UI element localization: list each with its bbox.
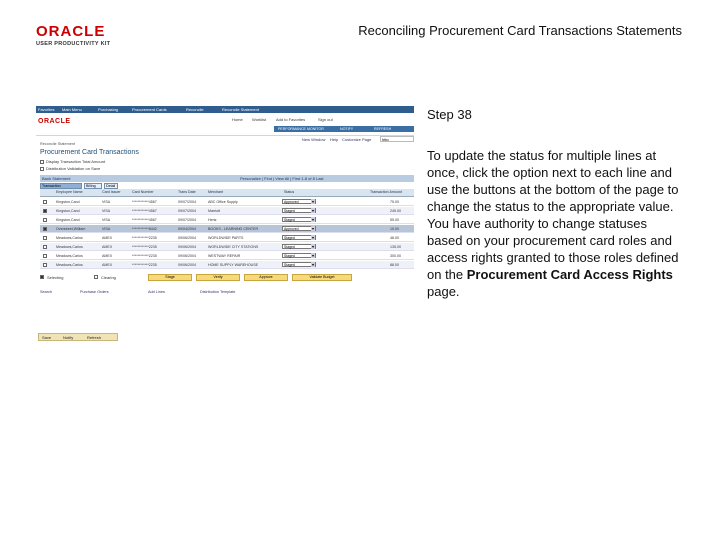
nav-item[interactable]: Favorites <box>38 107 55 112</box>
col-trans-date[interactable]: Trans Date <box>178 190 196 194</box>
notify-button[interactable]: Notify <box>63 335 74 340</box>
trans-date-cell: 09/04/2004 <box>178 227 196 231</box>
card-issuer-cell: AMEX <box>102 254 113 258</box>
row-select-checkbox[interactable] <box>43 263 47 267</box>
row-select-checkbox[interactable] <box>43 200 47 204</box>
merchant-cell: WORLDWIDE PARTS <box>208 236 244 240</box>
clear-all-checkbox[interactable] <box>94 275 98 279</box>
top-nav-bar <box>36 106 414 113</box>
table-row[interactable] <box>40 234 414 242</box>
status-dropdown[interactable]: Staged ▾ <box>282 235 316 240</box>
merchant-cell: ABC Office Supply <box>208 200 238 204</box>
amount-cell: 245.00 <box>390 209 401 213</box>
step-description <box>427 147 685 300</box>
help-link[interactable]: Help <box>330 137 339 142</box>
step-text-bold: Procurement Card Access Rights <box>466 267 673 282</box>
card-number-cell: ************4567 <box>132 209 157 213</box>
card-issuer-cell: VISA <box>102 209 111 213</box>
procurement-card-title: Procurement Card Transactions <box>40 149 139 156</box>
status-dropdown[interactable]: Approved ▾ <box>282 199 316 204</box>
col-card-issuer[interactable]: Card Issuer <box>102 190 121 194</box>
validate-budget-button[interactable]: Validate Budget <box>292 274 352 281</box>
checkbox[interactable] <box>40 167 44 171</box>
card-issuer-cell: VISA <box>102 200 111 204</box>
status-dropdown[interactable]: Staged ▾ <box>282 262 316 267</box>
employee-name-cell: Meadows,Carlos <box>56 263 83 267</box>
card-issuer-cell: AMEX <box>102 245 113 249</box>
refresh-button[interactable]: Refresh <box>87 335 102 340</box>
status-dropdown[interactable]: Staged ▾ <box>282 217 316 222</box>
card-number-cell: ************2235 <box>132 236 157 240</box>
card-number-cell: ************2235 <box>132 254 157 258</box>
app-oracle-logo: ORACLE <box>38 118 71 125</box>
tab-detail[interactable]: Detail <box>104 183 118 189</box>
merchant-cell: HOME SUPPLY WAREHOUSE <box>208 263 259 267</box>
sign-out-link[interactable]: Sign out <box>318 117 333 122</box>
checkbox-label: Display Transaction Total Amount <box>46 159 106 164</box>
status-dropdown[interactable]: Staged ▾ <box>282 208 316 213</box>
col-card-number[interactable]: Card Number <box>132 190 154 194</box>
table-row[interactable] <box>40 198 414 206</box>
header-action-bar <box>274 126 414 132</box>
grid-header-bar <box>40 175 414 182</box>
nav-item[interactable]: Main Menu <box>62 107 82 112</box>
employee-name-cell: Meadows,Carlos <box>56 245 83 249</box>
card-number-cell: ************4567 <box>132 200 157 204</box>
oracle-upk-logo <box>36 24 128 48</box>
card-number-cell: ************2235 <box>132 245 157 249</box>
row-select-checkbox[interactable] <box>43 218 47 222</box>
trans-date-cell: 09/07/2004 <box>178 200 196 204</box>
employee-name-cell: Overstreet,William <box>56 227 86 231</box>
nav-item[interactable]: Reconcile <box>186 107 204 112</box>
checkbox-label: Distribution Validation on Save <box>46 166 101 171</box>
clear-all-label: Clearing <box>101 275 116 280</box>
status-dropdown[interactable]: Approved ▾ <box>282 226 316 231</box>
row-select-checkbox[interactable] <box>43 254 47 258</box>
amount-cell: 10.00 <box>390 227 399 231</box>
select-all-checkbox[interactable] <box>40 275 44 279</box>
save-button[interactable]: Save <box>42 335 52 340</box>
nav-item[interactable]: Reconcile Statement <box>222 107 259 112</box>
amount-cell: 135.00 <box>390 245 401 249</box>
logo-subtitle: USER PRODUCTIVITY KIT <box>36 41 111 47</box>
home-link[interactable]: Home <box>232 117 243 122</box>
row-select-checkbox[interactable] <box>43 236 47 240</box>
http-box[interactable]: http <box>380 136 414 142</box>
table-row[interactable] <box>40 225 414 233</box>
merchant-cell: WORLDWIDE CITY STATIONS <box>208 245 259 249</box>
trans-date-cell: 09/06/2004 <box>178 263 196 267</box>
col-employee-name[interactable]: Employee Name <box>56 190 83 194</box>
step-text-after: page. <box>427 284 460 299</box>
trans-date-cell: 09/07/2004 <box>178 209 196 213</box>
trans-date-cell: 09/07/2004 <box>178 218 196 222</box>
table-row[interactable] <box>40 216 414 224</box>
nav-item[interactable]: Procurement Cards <box>132 107 167 112</box>
status-dropdown[interactable]: Staged ▾ <box>282 253 316 258</box>
save-toolbar <box>38 333 118 341</box>
new-window-link[interactable]: New Window <box>302 137 326 142</box>
card-issuer-cell: AMEX <box>102 236 113 240</box>
table-row[interactable] <box>40 261 414 269</box>
purchase-orders-link[interactable]: Purchase Orders <box>80 290 109 294</box>
add-favorites-link[interactable]: Add to Favorites <box>276 117 306 122</box>
merchant-cell: BOOKS - LEARNING CENTER <box>208 227 259 231</box>
card-number-cell: ************4567 <box>132 218 157 222</box>
search-link[interactable]: Search <box>40 290 53 294</box>
customize-page-link[interactable]: Customize Page <box>342 137 372 142</box>
performance-monitor-link[interactable]: PERFORMANCE MONITOR <box>278 127 324 131</box>
verify-button[interactable]: Verify <box>196 274 240 281</box>
row-select-checkbox[interactable] <box>43 209 47 213</box>
distribution-template-link[interactable]: Distribution Template <box>200 290 236 294</box>
employee-name-cell: Kingston,Carol <box>56 200 80 204</box>
employee-name-cell: Kingston,Carol <box>56 218 80 222</box>
trans-date-cell: 09/06/2004 <box>178 236 196 240</box>
step-number: Step 38 <box>427 107 472 122</box>
card-number-cell: ************8442 <box>132 227 157 231</box>
employee-name-cell: Meadows,Carlos <box>56 254 83 258</box>
amount-cell: 88.00 <box>390 263 399 267</box>
col-status[interactable]: Status <box>284 190 295 194</box>
action-button-bar <box>40 274 414 282</box>
header-divider <box>36 135 414 136</box>
trans-date-cell: 09/06/2004 <box>178 254 196 258</box>
select-all-label: Selecting <box>47 275 64 280</box>
trans-date-cell: 09/06/2004 <box>178 245 196 249</box>
merchant-cell: Marriott <box>208 209 221 213</box>
add-lines-link[interactable]: Add Lines <box>148 290 165 294</box>
merchant-cell: WESTWAY REPAIR <box>208 254 241 258</box>
grid-navigation[interactable]: Personalize | Find | View All | First 1-8 of 8 Last <box>240 176 324 181</box>
amount-cell: 55.00 <box>390 218 399 222</box>
col-transaction-amount[interactable]: Transaction Amount <box>370 190 402 194</box>
employee-name-cell: Meadows,Carlos <box>56 236 83 240</box>
status-dropdown[interactable]: Staged ▾ <box>282 244 316 249</box>
logo-wordmark: ORACLE <box>36 23 106 40</box>
card-issuer-cell: VISA <box>102 218 111 222</box>
card-number-cell: ************2235 <box>132 263 157 267</box>
merchant-cell: Hertz <box>208 218 217 222</box>
row-select-checkbox[interactable] <box>43 245 47 249</box>
amount-cell: 75.00 <box>390 200 399 204</box>
breadcrumb: Reconcile Statement <box>40 142 76 146</box>
tab-billing[interactable]: Billing <box>84 183 102 189</box>
card-issuer-cell: VISA <box>102 227 111 231</box>
step-text-before: To update the status for multiple lines at once, click the option next to each line and use the buttons at the bottom of the page to change the status to the appropriate value. You have authority to change statuses based on your procurement card roles and access rights granted to those roles defined on the <box>427 148 679 282</box>
employee-name-cell: Kingston,Carol <box>56 209 80 213</box>
grid-title: Bank Statement <box>42 176 71 181</box>
table-row[interactable] <box>40 207 414 215</box>
checkbox[interactable] <box>40 160 44 164</box>
tab-transaction[interactable]: Transaction <box>40 183 82 189</box>
notify-link[interactable]: NOTIFY <box>340 127 354 131</box>
card-issuer-cell: AMEX <box>102 263 113 267</box>
bottom-links <box>40 290 414 296</box>
refresh-link[interactable]: REFRESH <box>374 127 392 131</box>
stage-button[interactable]: Stage <box>148 274 192 281</box>
table-row[interactable] <box>40 243 414 251</box>
amount-cell: 300.00 <box>390 254 401 258</box>
nav-item[interactable]: Purchasing <box>98 107 119 112</box>
distribution-validation-checkbox-row[interactable] <box>40 166 100 171</box>
table-row[interactable] <box>40 252 414 260</box>
page-title: Reconciling Procurement Card Transactions Statements <box>358 23 682 38</box>
application-screenshot <box>36 106 414 342</box>
amount-cell: 46.00 <box>390 236 399 240</box>
approve-button[interactable]: Approve <box>244 274 288 281</box>
grid-column-header <box>40 189 414 197</box>
display-total-checkbox-row[interactable] <box>40 159 105 164</box>
worklist-link[interactable]: Worklist <box>252 117 267 122</box>
row-select-checkbox[interactable] <box>43 227 47 231</box>
col-merchant[interactable]: Merchant <box>208 190 223 194</box>
